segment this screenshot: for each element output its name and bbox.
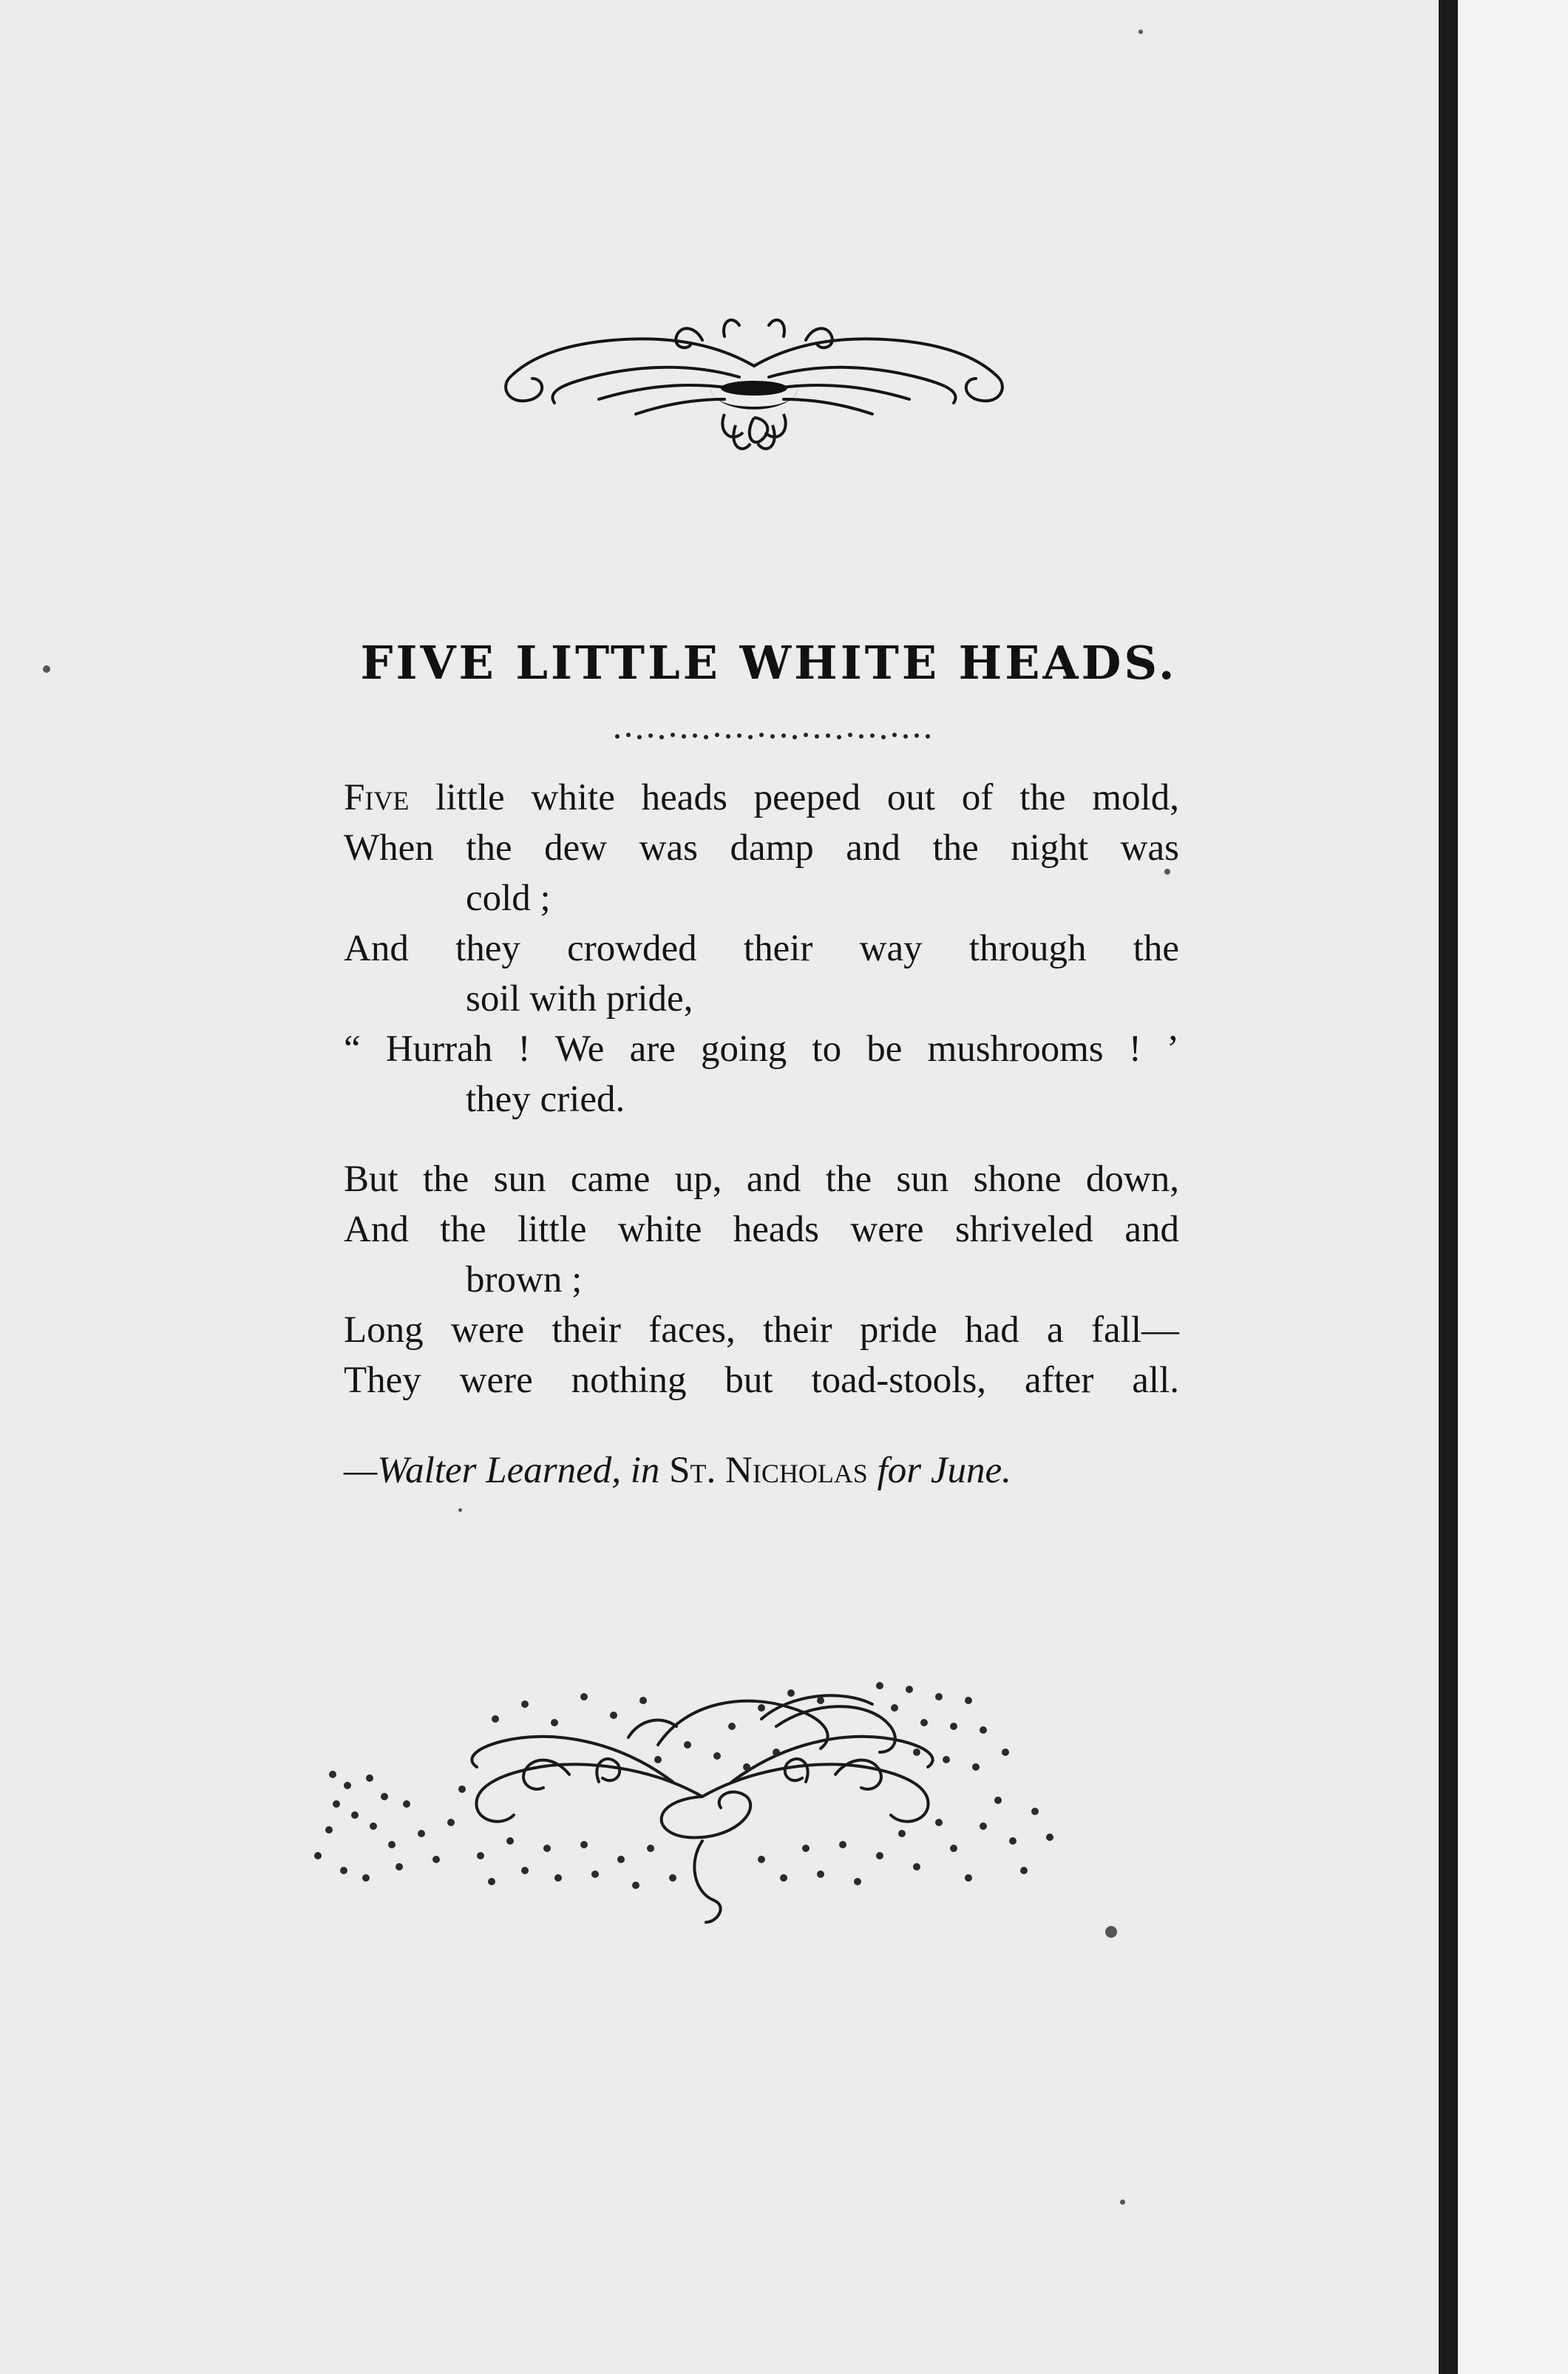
poem-line: But the sun came up, and the sun shone down, [344, 1159, 1179, 1200]
facing-page-strip [1458, 0, 1568, 2374]
print-speck [1138, 30, 1143, 34]
stanza-1 [344, 773, 1179, 1125]
poem-title: FIVE LITTLE WHITE HEADS. [360, 636, 1178, 690]
poem-line: When the dew was damp and the night was [344, 827, 1179, 869]
poem-line: “ Hurrah ! We are going to be mushrooms ! ’ [344, 1028, 1179, 1070]
poem-line: And the little white heads were shriveled and [344, 1209, 1179, 1250]
stanza-gap [344, 1125, 1179, 1154]
attribution-author: —Walter Learned, [344, 1450, 621, 1491]
bottom-ornament [303, 1656, 1102, 1981]
drop-word: Five [344, 777, 410, 818]
attribution-publication: St. Nicholas [669, 1450, 868, 1491]
stanza-2 [344, 1154, 1179, 1405]
print-speck [1164, 869, 1170, 875]
page-binding-edge [1439, 0, 1458, 2374]
title-dotted-rule [614, 730, 931, 742]
poem-line: they cried. [466, 1079, 625, 1120]
poem-line: Long were their faces, their pride had a fall— [344, 1309, 1179, 1351]
poem-line: cold ; [466, 878, 551, 919]
attribution-in: in [620, 1450, 670, 1491]
poem-line: They were nothing but toad-stools, after all. [344, 1360, 1179, 1401]
line-text: little white heads peeped out of the mold, [409, 777, 1179, 818]
print-speck [43, 665, 50, 673]
poem-line: soil with pride, [466, 978, 693, 1020]
attribution-suffix: for June. [867, 1450, 1011, 1491]
print-speck [1105, 1926, 1117, 1938]
poem-line: And they crowded their way through the [344, 928, 1179, 969]
poem-line [344, 773, 1179, 823]
poem-attribution [344, 1449, 1179, 1492]
poem-line: brown ; [466, 1259, 583, 1300]
poem-body [344, 773, 1179, 1405]
top-ornament [488, 296, 1020, 458]
print-speck [1120, 2200, 1125, 2205]
print-speck [458, 1508, 462, 1512]
